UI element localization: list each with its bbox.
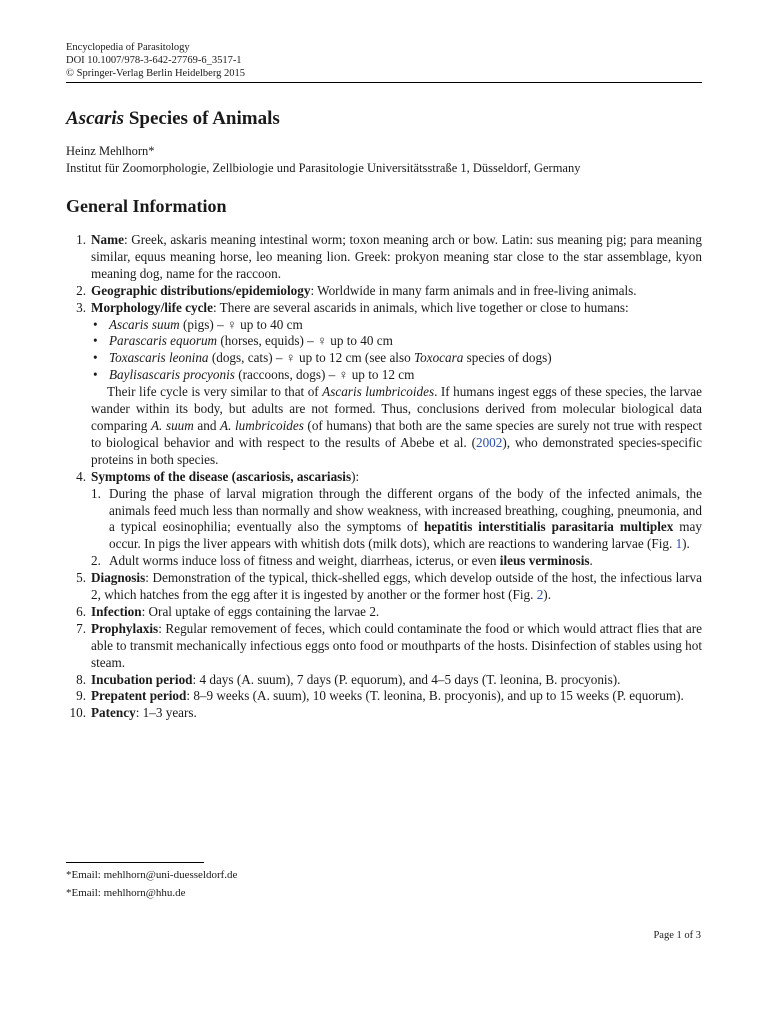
item-label: Prophylaxis xyxy=(91,620,159,636)
footnote-rule xyxy=(66,862,204,863)
figure-link[interactable]: 1 xyxy=(675,536,683,552)
footnote-email: *Email: mehlhorn@uni-duesseldorf.de xyxy=(66,869,238,881)
list-item: 7. Prophylaxis: Regular removement of feces, which could contaminate the food or which would attract flies that are able to transmit mechanically infectious eggs onto food or mouthparts of the hosts. Disinfection of stables using hot steam. xyxy=(76,620,702,670)
page-number: Page 1 of 3 xyxy=(653,930,701,941)
item-text: : There are several ascarids in animals, which live together or close to humans: xyxy=(212,299,629,315)
author-name: Heinz Mehlhorn* xyxy=(66,144,155,158)
item-label: Symptoms of the disease xyxy=(91,468,229,484)
item-text: : Greek, askaris meaning intestinal worm; toxon meaning arch or bow. Latin: sus meaning pig; para meaning similar, equus meaning horse, leo meaning lion. Greek: prokyon meaning star close to the star assemblage, kyon meaning dog, name for the raccoon. xyxy=(91,232,702,281)
article-title xyxy=(66,108,280,130)
list-item: 8. Incubation period: 4 days (A. suum), 7 days (P. equorum), and 4–5 days (T. leonina, B. procyonis). xyxy=(76,671,621,687)
item-label: Diagnosis xyxy=(91,570,146,586)
item-label: Patency xyxy=(91,705,136,721)
item-label: Geographic distributions/epidemiology xyxy=(91,282,311,298)
item-text: : Oral uptake of eggs containing the larvae 2. xyxy=(141,603,380,619)
info-list xyxy=(66,232,702,722)
species-item: • Toxascaris leonina (dogs, cats) – ♀ up to 12 cm (see also Toxocara species of dogs) xyxy=(91,350,702,367)
header-rule xyxy=(66,82,702,83)
doi: DOI 10.1007/978-3-642-27769-6_3517-1 xyxy=(66,55,242,66)
list-item: 6. Infection: Oral uptake of eggs containing the larvae 2. xyxy=(76,603,380,619)
item-text: : 4 days (A. suum), 7 days (P. equorum), and 4–5 days (T. leonina, B. procyonis). xyxy=(192,671,621,687)
list-item: 3. Morphology/life cycle: There are several ascarids in animals, which live together or close to humans: • Ascaris suum (pigs) – ♀ up to 40 cm • Parascaris equorum (horses, equids) – ♀ up to 40 cm • Toxascaris leonina (dogs, cats) – ♀ up to 12 cm (see also Toxocara species of dogs) • Baylisascaris procyonis (raccoons, dogs) – ♀ up to 12 cm Their life cycle is very similar to that of Ascaris lumbricoides. If humans ingest eggs of these species, the larvae wander within its body, but adults are not formed. Thus, conclusions derived from molecular biological data comparing A. suum and A. lumbricoides (of humans) that both are the same species are surely not true with respect to biological behavior and with respect to the results of Abebe et al. (2002), who demonstrated species-specific proteins in both species. xyxy=(66,300,702,469)
journal-name: Encyclopedia of Parasitology xyxy=(66,42,190,53)
symptom-item: 2. Adult worms induce loss of fitness and weight, diarrheas, icterus, or even ileus verminosis. xyxy=(91,553,593,569)
item-text: : Demonstration of the typical, thick-shelled eggs, which develop outside of the host, the infectious larva 2, which hatches from the egg after it is ingested by another or the former host (Fig. xyxy=(91,570,702,603)
item-text: : 1–3 years. xyxy=(135,705,197,721)
species-item: • Baylisascaris procyonis (raccoons, dogs) – ♀ up to 12 cm xyxy=(91,367,702,384)
species-item: • Parascaris equorum (horses, equids) – ♀ up to 40 cm xyxy=(91,333,702,350)
item-text: : 8–9 weeks (A. suum), 10 weeks (T. leonina, B. procyonis), and up to 15 weeks (P. equorum). xyxy=(186,688,684,704)
citation-link[interactable]: 2002 xyxy=(475,434,503,450)
section-heading: General Information xyxy=(66,196,227,216)
item-text: : Worldwide in many farm animals and in free-living animals. xyxy=(310,282,637,298)
footnote-email: *Email: mehlhorn@hhu.de xyxy=(66,887,186,899)
title-genus: Ascaris xyxy=(66,108,125,129)
symptom-item: 1. During the phase of larval migration through the different organs of the body of the infected animals, the animals feed much less than normally and show weakness, with increased breathing, coughing, pneumonia, and a typical eosinophilia; eventually also the symptoms of hepatitis interstitialis parasitaria multiplex may occur. In pigs the liver appears with whitish dots (milk dots), which are reactions to wandering larvae (Fig. 1). xyxy=(91,485,702,552)
species-item: • Ascaris suum (pigs) – ♀ up to 40 cm xyxy=(91,317,702,334)
list-item: 1. Name: Greek, askaris meaning intestinal worm; toxon meaning arch or bow. Latin: sus meaning pig; para meaning similar, equus meaning horse, leo meaning lion. Greek: prokyon meaning star close to the star assemblage, kyon meaning dog, name for the raccoon. xyxy=(76,232,702,281)
list-item: 5. Diagnosis: Demonstration of the typical, thick-shelled eggs, which develop outside of the host, the infectious larva 2, which hatches from the egg after it is ingested by another or the former host (Fig. 2). xyxy=(76,570,702,603)
item-label: Incubation period xyxy=(91,671,193,687)
list-item: 10. Patency: 1–3 years. xyxy=(69,705,197,721)
item-label: Infection xyxy=(91,603,142,619)
author-block xyxy=(66,143,580,177)
item-label: Morphology/life cycle xyxy=(91,299,213,315)
item-label: Name xyxy=(91,232,124,247)
list-item: 9. Prepatent period: 8–9 weeks (A. suum), 10 weeks (T. leonina, B. procyonis), and up to 15 weeks (P. equorum). xyxy=(76,688,684,704)
list-item: 2. Geographic distributions/epidemiology: Worldwide in many farm animals and in free-living animals. xyxy=(76,282,637,298)
copyright: © Springer-Verlag Berlin Heidelberg 2015 xyxy=(66,68,246,79)
list-item: 4. Symptoms of the disease (ascariosis, ascariasis): 1. During the phase of larval migration through the different organs of the body of the infected animals, the animals feed much less than normally and show weakness, with increased breathing, coughing, pneumonia, and a typical eosinophilia; eventually also the symptoms of hepatitis interstitialis parasitaria multiplex may occur. In pigs the liver appears with whitish dots (milk dots), which are reactions to wandering larvae (Fig. 1). 2. Adult worms induce loss of fitness and weight, diarrheas, icterus, or even ileus verminosis. xyxy=(76,468,702,569)
figure-link[interactable]: 2 xyxy=(536,587,544,603)
title-rest: Species of Animals xyxy=(124,108,280,129)
affiliation: Institut für Zoomorphologie, Zellbiologie und Parasitologie Universitätsstraße 1, Düsseldorf, Germany xyxy=(66,161,581,175)
item-text: : Regular removement of feces, which could contaminate the food or which would attract flies that are able to transmit mechanically infectious eggs onto food or mouthparts of the hosts. Disinfection of stables using hot steam. xyxy=(91,620,702,670)
journal-header xyxy=(66,41,245,80)
lifecycle-paragraph: Their life cycle is very similar to that of Ascaris lumbricoides. If humans ingest eggs of these species, the larvae wander within its body, but adults are not formed. Thus, conclusions derived from molecular biological data comparing A. suum and A. lumbricoides (of humans) that both are the same species are surely not true with respect to biological behavior and with respect to the results of Abebe et al. (2002), who demonstrated species-specific proteins in both species. xyxy=(91,384,703,467)
item-label: Prepatent period xyxy=(91,688,187,704)
species-list xyxy=(91,317,702,385)
